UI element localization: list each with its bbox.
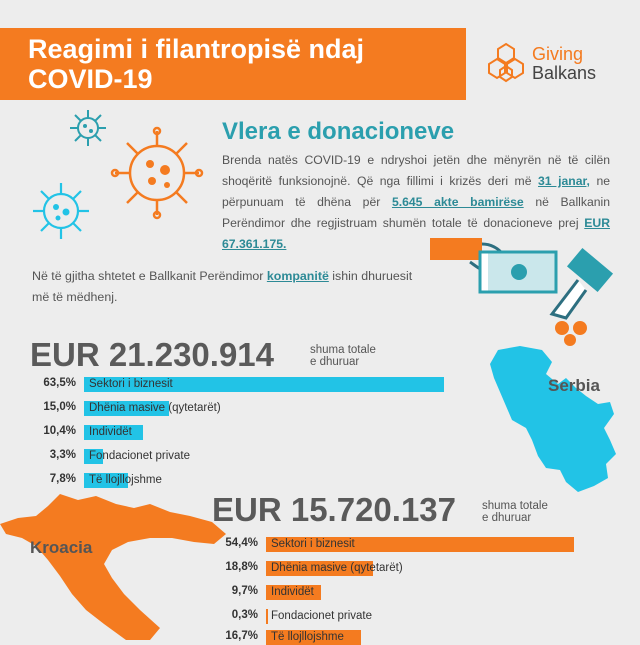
croatia-total-label-line1: shuma totale (482, 500, 548, 512)
serbia-total-label (310, 344, 376, 368)
large-virus-icon (112, 128, 202, 218)
croatia-pct-foundations: 0,3% (231, 609, 258, 621)
croatia-country-label: Kroacia (30, 538, 93, 557)
serbia-label-crowdgiving: Dhënia masive (qytetarët) (89, 402, 221, 414)
serbia-label-individuals: Individët (89, 426, 132, 438)
croatia-total-label (482, 500, 548, 524)
croatia-label-various: Të llojllojshme (271, 631, 344, 643)
intro-text-3: në Ballkanin Perëndimor dhe regjistruam shumën totale të donacioneve prej (222, 195, 611, 230)
serbia-label-foundations: Fondacionet private (89, 450, 191, 462)
logo-word-giving: Giving (532, 44, 584, 64)
croatia-map (0, 494, 236, 640)
companies-paragraph (32, 266, 422, 308)
croatia-pct-various: 16,7% (225, 630, 258, 642)
page-title-line1: Reagimi i filantropisë ndaj (28, 34, 365, 64)
blue-virus-icon (30, 180, 92, 242)
serbia-label-various: Të llojllojshme (89, 474, 162, 486)
intro-date-link[interactable]: 31 janar, (538, 174, 590, 188)
croatia-bar-foundations (266, 609, 268, 624)
croatia-total-label-line2: e dhuruar (482, 512, 532, 524)
serbia-total: EUR 21.230.914 (30, 336, 275, 373)
serbia-pct-foundations: 3,3% (49, 449, 76, 461)
croatia-pct-crowdgiving: 18,8% (225, 561, 258, 573)
page-title-line2: COVID-19 (28, 64, 153, 94)
donation-hand-icon (430, 232, 610, 342)
serbia-label-business: Sektori i biznesit (89, 378, 173, 390)
croatia-pct-individuals: 9,7% (231, 585, 258, 597)
serbia-pct-various: 7,8% (49, 473, 76, 485)
croatia-label-foundations: Fondacionet private (271, 610, 373, 622)
croatia-label-crowdgiving: Dhënia masive (qytetarët) (271, 562, 403, 574)
companies-text-1: Në të gjitha shtetet e Ballkanit Perëndimor (32, 269, 267, 283)
serbia-pct-individuals: 10,4% (43, 425, 76, 437)
page-title (28, 34, 458, 94)
croatia-label-individuals: Individët (271, 586, 314, 598)
croatia-total: EUR 15.720.137 (212, 491, 457, 528)
section-title: Vlera e donacioneve (222, 118, 455, 145)
serbia-map (486, 344, 618, 494)
croatia-label-business: Sektori i biznesit (271, 538, 355, 550)
logo-word-balkans: Balkans (532, 63, 597, 83)
intro-text-1: Brenda natës COVID-19 e ndryshoi jetën dhe mënyrën në të cilën shoqëritë funksionojnë. Që nga fillimi i krizës deri më (222, 153, 610, 188)
companies-text-2: ishin dhuruesit më të mëdhenj. (32, 269, 413, 304)
intro-text-2: ne përpunuam të dhëna për (222, 174, 611, 209)
serbia-pct-business: 63,5% (43, 377, 76, 389)
serbia-pct-crowdgiving: 15,0% (43, 401, 76, 413)
intro-total-link[interactable]: EUR 67.361.175. (222, 216, 610, 251)
serbia-total-label-line2: e dhuruar (310, 356, 360, 368)
serbia-country-label: Serbia (548, 376, 600, 395)
companies-link[interactable]: kompanitë (266, 269, 329, 283)
giving-balkans-logo-icon (484, 42, 528, 86)
serbia-total-label-line1: shuma totale (310, 344, 376, 356)
small-virus-icon (68, 108, 108, 148)
croatia-pct-business: 54,4% (225, 537, 258, 549)
intro-count-link[interactable]: 5.645 akte bamirëse (391, 195, 524, 209)
